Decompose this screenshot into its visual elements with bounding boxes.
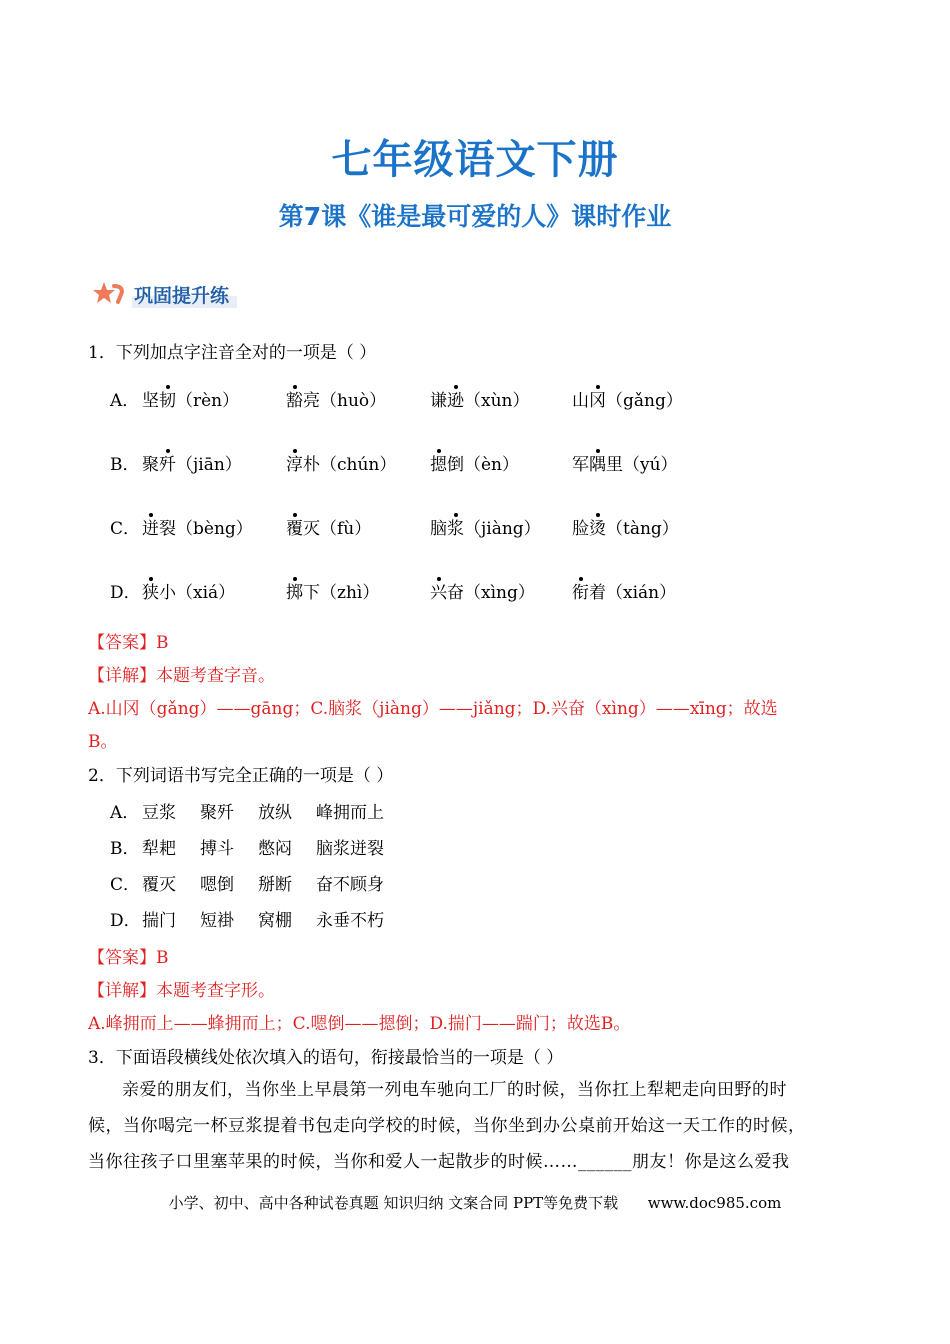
dotted-character: 浆 — [447, 519, 464, 539]
q2-option-word: 豆浆 — [142, 803, 176, 823]
pinyin: （èn） — [464, 455, 520, 475]
pinyin: （xìng） — [464, 583, 535, 603]
q1-explain-line1: A.山冈（gǎng）——gāng；C.脑浆（jiàng）——jiǎng；D.兴奋（xìng）——xīng；故选 — [88, 699, 778, 719]
dotted-character: 衔 — [572, 583, 589, 603]
q1-option-letter: D． — [110, 583, 141, 603]
dotted-character: 淳 — [286, 455, 303, 475]
question-3-stem: 3．下面语段横线处依次填入的语句，衔接最恰当的一项是（ ） — [88, 1048, 564, 1068]
dotted-character: 豁 — [286, 391, 303, 411]
word-prefix: 山 — [572, 391, 589, 411]
pinyin: （yú） — [623, 455, 678, 475]
word-suffix: 裂 — [159, 519, 176, 539]
page-title: 七年级语文下册 — [331, 137, 619, 183]
question-1-stem: 1．下列加点字注音全对的一项是（ ） — [88, 343, 377, 363]
passage-line-2: 候，当你喝完一杯豆浆提着书包走向学校的时候，当你坐到办公桌前开始这一天工作的时候， — [88, 1116, 806, 1136]
dotted-character: 狭 — [142, 583, 159, 603]
q1-option-item — [430, 514, 541, 539]
pinyin: （xiá） — [176, 583, 236, 603]
q2-option-word: 奋不顾身 — [316, 875, 384, 895]
dotted-character: 覆 — [286, 519, 303, 539]
dotted-character: 迸 — [142, 519, 159, 539]
q1-option-item — [142, 450, 242, 475]
dotted-character: 韧 — [159, 391, 176, 411]
q1-option-item — [430, 386, 530, 411]
q1-option-item — [572, 578, 676, 603]
pinyin: （chún） — [320, 455, 397, 475]
word-prefix: 谦 — [430, 391, 447, 411]
q2-answer: 【答案】B — [88, 948, 169, 968]
q2-option-word: 永垂不朽 — [316, 911, 384, 931]
word-prefix: 军 — [572, 455, 589, 475]
q1-option-item — [572, 514, 679, 539]
q2-option-word: 脑浆迸裂 — [316, 839, 384, 859]
pinyin: （bèng） — [176, 519, 253, 539]
q1-option-item — [572, 386, 683, 411]
word-prefix: 坚 — [142, 391, 159, 411]
star-icon — [92, 280, 126, 308]
pinyin: （fù） — [320, 519, 372, 539]
pinyin: （xián） — [606, 583, 677, 603]
q2-option-word: 窝棚 — [258, 911, 292, 931]
q1-option-item — [572, 450, 678, 475]
word-suffix: 里 — [606, 455, 623, 475]
q1-option-item — [286, 450, 396, 475]
pinyin: （rèn） — [176, 391, 240, 411]
page-subtitle: 第7课《谁是最可爱的人》课时作业 — [278, 202, 672, 231]
q1-option-letter: A． — [110, 391, 140, 411]
pinyin: （jiàng） — [464, 519, 541, 539]
word-suffix: 下 — [303, 583, 320, 603]
q2-option-word: 峰拥而上 — [316, 803, 384, 823]
q2-option-word: 犁耙 — [142, 839, 176, 859]
q1-option-item — [286, 578, 379, 603]
passage-line-1: 亲爱的朋友们，当你坐上早晨第一列电车驰向工厂的时候，当你扛上犁耙走向田野的时 — [122, 1080, 787, 1100]
q2-option-letter: C． — [110, 875, 141, 895]
q1-option-letter: C． — [110, 519, 141, 539]
word-suffix: 倒 — [447, 455, 464, 475]
q2-option-letter: D． — [110, 911, 141, 931]
question-3-passage — [88, 1072, 868, 1180]
dotted-character: 隅 — [589, 455, 606, 475]
q2-option-letter: A． — [110, 803, 140, 823]
q2-option-word: 揣门 — [142, 911, 176, 931]
word-prefix: 脑 — [430, 519, 447, 539]
dotted-character: 掷 — [286, 583, 303, 603]
section-label: 巩固提升练 — [132, 281, 237, 308]
word-suffix: 朴 — [303, 455, 320, 475]
pinyin: （tàng） — [606, 519, 679, 539]
pinyin: （zhì） — [320, 583, 380, 603]
q1-explain-line2: B。 — [88, 732, 118, 752]
section-header — [92, 278, 237, 310]
q2-option-word: 聚歼 — [200, 803, 234, 823]
question-2-stem: 2．下列词语书写完全正确的一项是（ ） — [88, 766, 394, 786]
q1-option-item — [286, 514, 371, 539]
word-suffix: 奋 — [447, 583, 464, 603]
q1-answer: 【答案】B — [88, 633, 169, 653]
dotted-character: 逊 — [447, 391, 464, 411]
dotted-character: 摁 — [430, 455, 447, 475]
q1-option-item — [142, 514, 253, 539]
q1-option-item — [286, 386, 386, 411]
dotted-character: 冈 — [589, 391, 606, 411]
pinyin: （jiān） — [176, 455, 242, 475]
passage-line-3: 当你往孩子口里塞苹果的时候，当你和爱人一起散步的时候……______朋友！你是这么爱我 — [88, 1152, 790, 1172]
word-prefix: 聚 — [142, 455, 159, 475]
word-prefix: 脸 — [572, 519, 589, 539]
q1-option-item — [430, 450, 519, 475]
word-suffix: 灭 — [303, 519, 320, 539]
q2-option-letter: B． — [110, 839, 140, 859]
footer-url: www.doc985.com — [647, 1194, 782, 1212]
q2-option-word: 短褂 — [200, 911, 234, 931]
q2-option-word: 搏斗 — [200, 839, 234, 859]
footer-text: 小学、初中、高中各种试卷真题 知识归纳 文案合同 PPT等免费下载 — [168, 1194, 619, 1212]
dotted-character: 烫 — [589, 519, 606, 539]
word-suffix: 亮 — [303, 391, 320, 411]
page-footer — [0, 1192, 950, 1213]
q1-option-item — [142, 386, 239, 411]
dotted-character: 歼 — [159, 455, 176, 475]
q1-detail: 【详解】本题考查字音。 — [88, 666, 275, 686]
q1-option-letter: B． — [110, 455, 140, 475]
q2-detail: 【详解】本题考查字形。 — [88, 981, 275, 1001]
dotted-character: 兴 — [430, 583, 447, 603]
word-suffix: 小 — [159, 583, 176, 603]
word-suffix: 着 — [589, 583, 606, 603]
pinyin: （gǎng） — [606, 391, 683, 411]
q1-option-item — [430, 578, 535, 603]
q2-option-word: 嗯倒 — [200, 875, 234, 895]
pinyin: （huò） — [320, 391, 387, 411]
q2-option-word: 放纵 — [258, 803, 292, 823]
q2-explain: A.峰拥而上——蜂拥而上；C.嗯倒——摁倒；D.揣门——踹门；故选B。 — [88, 1014, 631, 1034]
q2-option-word: 覆灭 — [142, 875, 176, 895]
q2-option-word: 掰断 — [258, 875, 292, 895]
q2-option-word: 憋闷 — [258, 839, 292, 859]
pinyin: （xùn） — [464, 391, 530, 411]
q1-option-item — [142, 578, 235, 603]
